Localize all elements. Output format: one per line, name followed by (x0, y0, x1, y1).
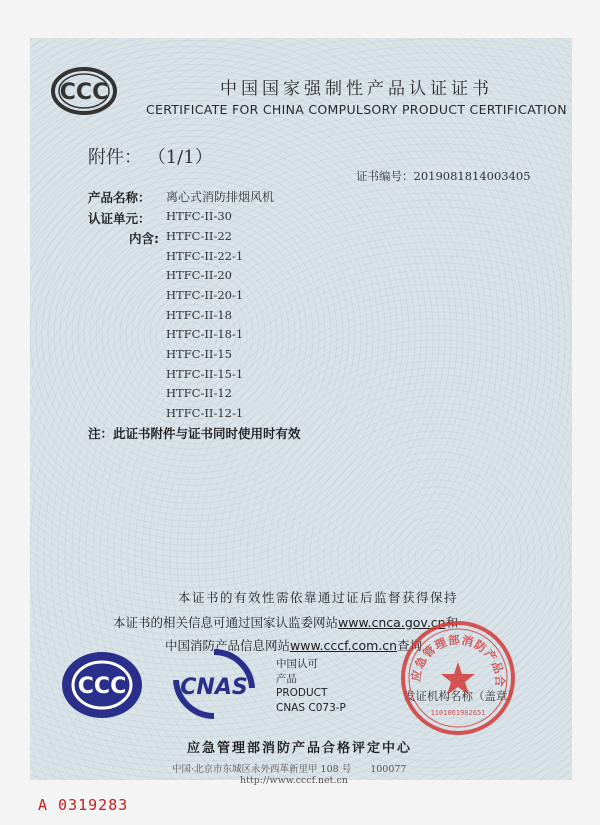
certificate (30, 38, 572, 786)
cnas-line-2: 产品 (276, 673, 297, 685)
issuer-label: 发证机构名称（盖章） (404, 689, 519, 703)
product-name-value: 离心式消防排烟风机 (166, 190, 275, 204)
model-item: HTFC-II-15-1 (166, 367, 244, 381)
model-item: HTFC-II-15 (166, 347, 232, 361)
validity-line-3-suffix: 查询 (397, 638, 423, 653)
model-item: HTFC-II-22-1 (166, 249, 244, 263)
cnas-line-1: 中国认可 (276, 658, 318, 670)
model-item: HTFC-II-18 (166, 308, 232, 322)
cccf-link[interactable]: www.cccf.com.cn (290, 638, 398, 653)
address: 中国·北京市东城区永外西革新里甲 108 号 100077 (172, 764, 407, 775)
validity-line-2-text: 本证书的相关信息可通过国家认监委网站 (113, 615, 339, 630)
validity-line-3-text: 中国消防产品信息网站 (165, 638, 291, 653)
model-item: HTFC-II-18-1 (166, 327, 244, 341)
cnas-line-4: CNAS C073-P (276, 702, 346, 714)
annex-label: 附件： （1/1） (88, 147, 213, 168)
model-item: HTFC-II-12-1 (166, 406, 244, 420)
svg-text:CNAS: CNAS (180, 675, 248, 700)
validity-line-2-suffix: 和 (445, 615, 459, 630)
serial-number: A 0319283 (38, 796, 129, 814)
product-name-label: 产品名称： (88, 190, 151, 205)
svg-text:CCC: CCC (77, 674, 127, 699)
model-item: HTFC-II-12 (166, 386, 232, 400)
model-item: HTFC-II-20 (166, 268, 232, 282)
svg-text:应急管理部消防产品合格评定中心: 应急管理部消防产品合 (408, 632, 508, 688)
seal-star-icon (441, 662, 475, 695)
website[interactable]: http://www.cccf.net.cn (240, 775, 348, 786)
certificate-number: 证书编号：2019081814003405 (356, 169, 531, 183)
validity-note: 注：此证书附件与证书同时使用时有效 (88, 426, 301, 441)
official-seal (400, 620, 516, 736)
svg-text:CCC: CCC (59, 80, 109, 105)
issuing-center-name: 应急管理部消防产品合格评定中心 (187, 741, 413, 756)
model-item: HTFC-II-22 (166, 229, 232, 243)
model-item: HTFC-II-20-1 (166, 288, 244, 302)
cnas-logo (170, 648, 258, 720)
cert-unit-value: HTFC-II-30 (166, 209, 232, 223)
ccc-blue-logo (60, 650, 144, 720)
validity-line-1: 本证书的有效性需依靠通过证后监督获得保持 (178, 590, 459, 605)
title-en: CERTIFICATE FOR CHINA COMPULSORY PRODUCT CERTIFICATION (146, 102, 567, 117)
title-cn: 中国国家强制性产品认证证书 (220, 79, 493, 99)
cnca-link[interactable]: www.cnca.gov.cn (338, 615, 446, 630)
svg-text:1101061982651: 1101061982651 (430, 709, 486, 717)
contents-label: 内含: (129, 231, 159, 246)
cnas-line-3: PRODUCT (276, 687, 328, 699)
ccc-logo (50, 66, 118, 116)
cert-unit-label: 认证单元： (88, 211, 151, 226)
